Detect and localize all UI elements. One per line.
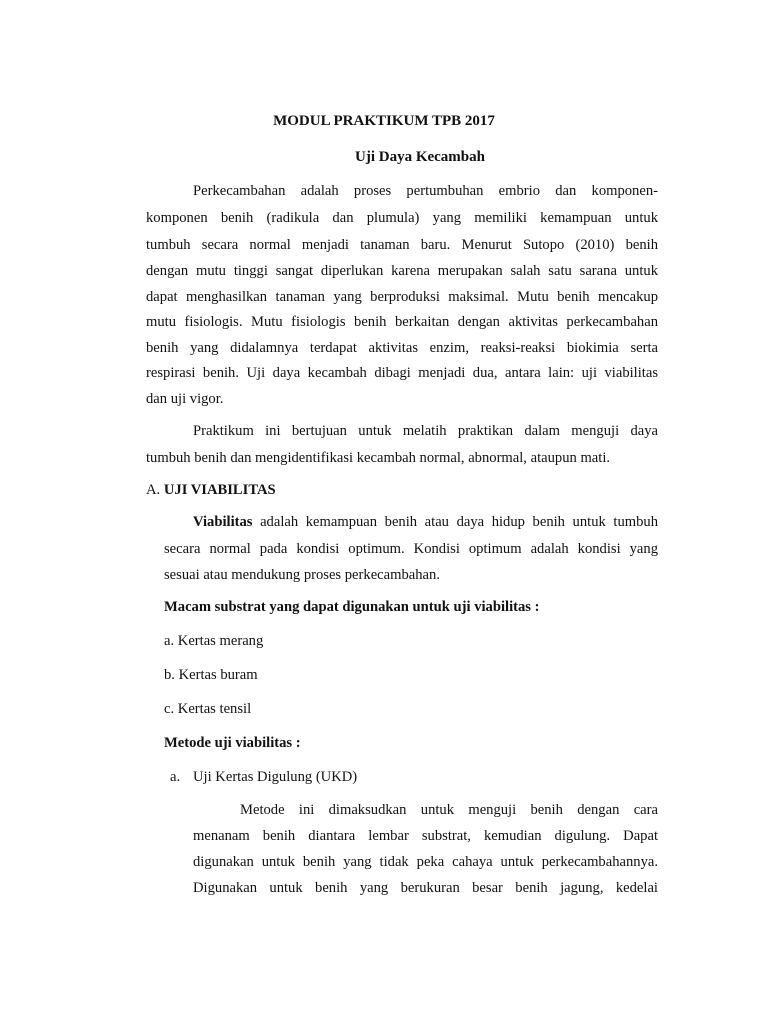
paragraph-line: tumbuh secara normal menjadi tanaman baru. Menurut Sutopo (2010) benih xyxy=(146,237,658,253)
section-title: UJI VIABILITAS xyxy=(163,482,276,498)
section-heading xyxy=(146,483,276,498)
paragraph-line: Digunakan untuk benih yang berukuran besar benih jagung, kedelai xyxy=(193,880,658,896)
paragraph-line: mutu fisiologis. Mutu fisiologis benih berkaitan dengan aktivitas perkecambahan xyxy=(146,314,658,330)
paragraph-line: dengan mutu tinggi sangat diperlukan karena merupakan salah satu sarana untuk xyxy=(146,263,658,279)
method-marker: a. xyxy=(170,769,181,785)
definition-text: adalah kemampuan benih atau daya hidup benih untuk tumbuh xyxy=(260,514,658,530)
paragraph-line: respirasi benih. Uji daya kecambah dibagi menjadi dua, antara lain: uji viabilitas xyxy=(146,365,658,381)
substrate-heading: Macam substrat yang dapat digunakan untuk uji viabilitas : xyxy=(164,599,540,615)
paragraph-line: sesuai atau mendukung proses perkecambahan. xyxy=(164,567,440,583)
paragraph-line: secara normal pada kondisi optimum. Kondisi optimum adalah kondisi yang xyxy=(164,541,658,557)
definition-term: Viabilitas xyxy=(193,514,253,530)
paragraph-line: dan uji vigor. xyxy=(146,391,224,407)
paragraph-line xyxy=(193,515,658,530)
paragraph-line: tumbuh benih dan mengidentifikasi kecambah normal, abnormal, ataupun mati. xyxy=(146,450,611,466)
paragraph-line: digunakan untuk benih yang tidak peka cahaya untuk perkecambahannya. xyxy=(193,854,658,870)
paragraph-line: menanam benih diantara lembar substrat, kemudian digulung. Dapat xyxy=(193,828,658,844)
section-prefix: A. xyxy=(146,482,161,498)
paragraph-line: benih yang didalamnya terdapat aktivitas enzim, reaksi-reaksi biokimia serta xyxy=(146,340,658,356)
method-name: Uji Kertas Digulung (UKD) xyxy=(193,769,358,785)
list-item: a. Kertas merang xyxy=(164,633,264,649)
paragraph-line: Perkecambahan adalah proses pertumbuhan embrio dan komponen- xyxy=(193,183,658,199)
paragraph-line: Praktikum ini bertujuan untuk melatih praktikan dalam menguji daya xyxy=(193,423,658,439)
method-heading: Metode uji viabilitas : xyxy=(164,735,301,751)
document-subtitle: Uji Daya Kecambah xyxy=(355,149,485,165)
list-item: b. Kertas buram xyxy=(164,667,258,683)
list-item: c. Kertas tensil xyxy=(164,701,252,717)
paragraph-line: komponen benih (radikula dan plumula) yang memiliki kemampuan untuk xyxy=(146,210,658,226)
paragraph-line: Metode ini dimaksudkan untuk menguji benih dengan cara xyxy=(240,802,658,818)
document-title: MODUL PRAKTIKUM TPB 2017 xyxy=(273,113,495,129)
paragraph-line: dapat menghasilkan tanaman yang berproduksi maksimal. Mutu benih mencakup xyxy=(146,289,658,305)
